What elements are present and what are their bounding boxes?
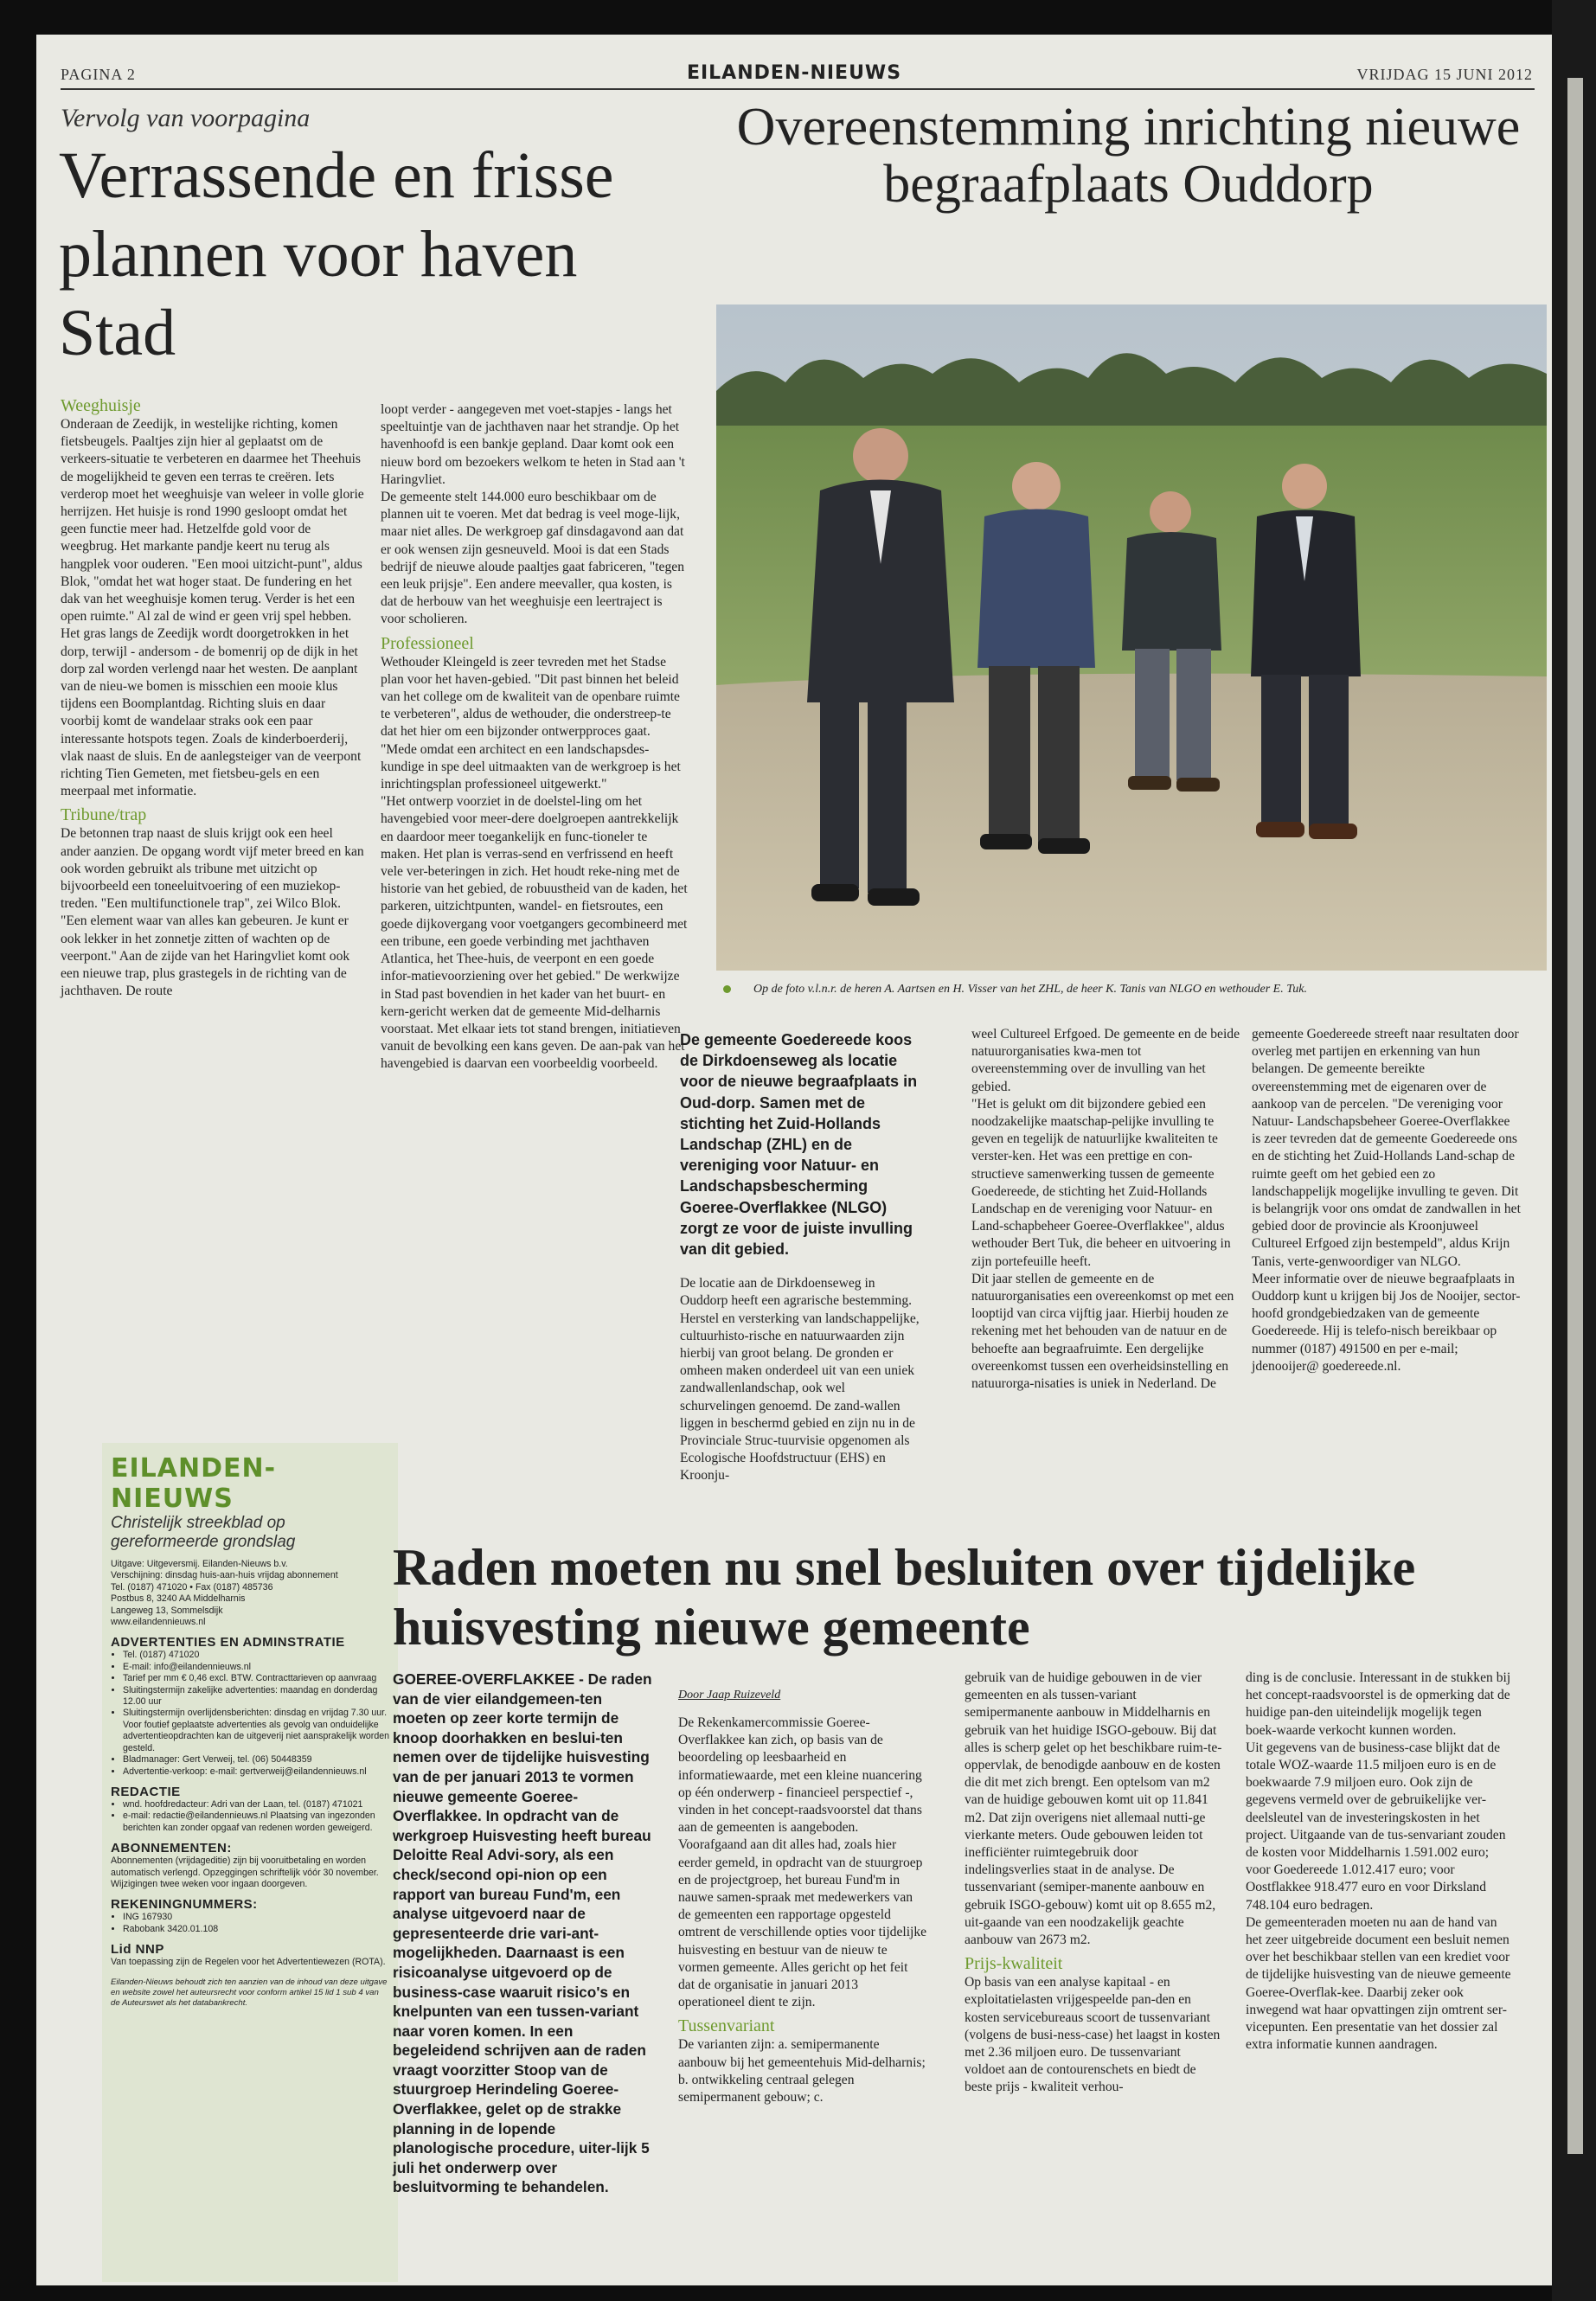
- subhead-weeghuisje: Weeghuisje: [61, 396, 141, 415]
- colophon-red-list: [111, 1799, 389, 1834]
- colophon-tagline: Christelijk streekblad op gereformeerde grondslag: [111, 1514, 296, 1551]
- bottom-col2-text: De Rekenkamercommissie Goeree-Overflakkee kan zich, op basis van de beoordeling op leesbaarheid en informatiewaarde, met een kleine nuancering op één onderwerp - financieel perspectief -, vinden in het concept-raadsvoorstel dat thans aan de gemeenten is aangeboden. Voorafgaand aan dit alles had, zoals hier eerder gemeld, in opdracht van de stuurgroep en de projectgroep, het bureau Fund'm in nauwe samen-spraak met medewerkers van de gemeenten een rapportage opgesteld omtrent de verschillende opties voor tijdelijke huisvesting en bestuur van de nieuw te vormen gemeente. Alles gericht op het feit dat de organisatie in januari 2013 operationeel dient te zijn.: [678, 1715, 927, 2010]
- right-col2-text: weel Cultureel Erfgoed. De gemeente en de beide natuurorganisaties kwa-men tot overeenstemming over de invulling van het gebied. "Het is gelukt om dit bijzondere gebied een noodzakelijke maatschap-pelijke invulling te geven en tegelijk de natuurlijke kwaliteiten te verster-ken. Het was een prettige en con-structieve samenwerking tussen de gemeente Goedereede, de stichting het Zuid-Hollands Landschap en de vereniging voor Natuur- en Land-schapbeheer Goeree-Overflakkee", aldus wethouder Bert Tuk, die beheer en uitvoering in zijn portefeuille heeft. Dit jaar stellen de gemeente en de natuurorganisaties een overeenkomst op met een looptijd van circa vijftig jaar. Hierbij houden ze rekening met het behouden van de natuur en de behoefte aan begraafruimte. Een dergelijke overeenkomst tussen een overheidsinstelling en natuurorga-nisaties is uniek in Nederland. De: [971, 1027, 1240, 1392]
- colophon-lid-text: Van toepassing zijn de Regelen voor het Advertentiewezen (ROTA).: [111, 1957, 386, 1968]
- photo-caption-row: [716, 981, 1547, 997]
- left-headline: Verrassende en frisse plannen voor haven Stad: [59, 139, 614, 369]
- header-rule: [61, 88, 1535, 90]
- list-item: • Bladmanager: Gert Verweij, tel. (06) 50448359: [123, 1754, 389, 1766]
- bottom-col-1: [393, 1670, 652, 2197]
- bottom-col3-text2: Op basis van een analyse kapitaal - en exploitatielasten vrijgespeelde pan-den en kosten servicebureaus scoort de tussenvariant (volgens de busi-ness-case) het laagst in kosten met 2.36 miljoen euro. De tussenvariant voldoet aan de contourenschets en biedt de beste prijs - kwaliteit verhou-: [965, 1975, 1221, 2095]
- right-lead: De gemeente Goedereede koos de Dirkdoenseweg als locatie voor de nieuwe begraafplaats in Oud-dorp. Samen met de stichting het Zuid-Hollands Landschap (ZHL) en de vereniging voor Natuur- en Landschapsbescherming Goeree-Overflakkee (NLGO) zorgt ze voor de juiste invulling van dit gebied.: [680, 1031, 918, 1259]
- bottom-col-3: [965, 1670, 1224, 2097]
- colophon-rek-list: [111, 1912, 389, 1935]
- photo-caption: Op de foto v.l.n.r. de heren A. Aartsen en H. Visser van het ZHL, de heer K. Tanis van NLGO en wethouder E. Tuk.: [753, 983, 1307, 996]
- right-col-1: [680, 1029, 922, 1485]
- bottom-headline: Raden moeten nu snel besluiten over tijdelijke huisvesting nieuwe gemeente: [393, 1539, 1416, 1656]
- right-headline: Overeenstemming inrichting nieuwe begraafplaats Ouddorp: [736, 98, 1521, 214]
- left-col1-text2: De betonnen trap naast de sluis krijgt ook een heel ander aanzien. De opgang wordt vijf meter breed en kan ook worden gebruikt als tribune met uitzicht op bijvoorbeeld een toneeluitvoering of een muziekop-treden. "Een multifunctionele trap", zei Wilco Blok. "Een element waar van alles kan gebeuren. Je kunt er ook lekker in het zonnetje zitten of wachten op de veerpont." Aan de zijde van het Haringvliet komt ook een nieuwe trap, plus grastegels in de richting van de jachthaven. De route: [61, 826, 364, 999]
- colophon-sec-adv: ADVERTENTIES EN ADMINSTRATIE: [111, 1635, 345, 1650]
- right-col1-text: De locatie aan de Dirkdoenseweg in Ouddorp heeft een agrarische bestemming. Herstel en versterking van landschappelijke, cultuurhisto-rische en natuurwaarden zijn hierbij van groot belang. De gronden er omheen maken onderdeel uit van een uniek zandwallenlandschap, ook wel schurvelingen genoemd. De zand-wallen liggen in beschermd gebied en zijn nu in de Provinciale Struc-tuurvisie opgenomen als Ecologische Hoofdstructuur (EHS) en Kroonju-: [680, 1276, 920, 1484]
- group-photo: [716, 304, 1547, 971]
- colophon-rek-title: REKENINGNUMMERS:: [111, 1897, 258, 1913]
- right-col-2: [971, 1026, 1240, 1393]
- bullet-icon: [723, 985, 731, 993]
- colophon-abon-text: Abonnementen (vrijdageditie) zijn bij vooruitbetaling en worden automatisch verlengd. Opzeggingen schriftelijk vóór 30 november. Wijzigingen twee weken voor ingaan doorgeven.: [111, 1856, 379, 1889]
- newspaper-page: [36, 35, 1552, 2285]
- colophon-adv-list: [111, 1650, 389, 1777]
- subhead-tussenvariant: Tussenvariant: [678, 2016, 775, 2036]
- issue-date: VRIJDAG 15 JUNI 2012: [1356, 66, 1533, 83]
- subhead-professioneel: Professioneel: [381, 633, 474, 653]
- list-item: • Sluitingstermijn zakelijke advertenties: maandag en donderdag 12.00 uur: [123, 1685, 389, 1708]
- right-col-3: [1252, 1026, 1522, 1375]
- bottom-col-4: [1246, 1670, 1514, 2054]
- left-col2-text: loopt verder - aangegeven met voet-stapjes - langs het speeltuintje van de jachthaven naar het strandje. Op het havenhoofd is een bankje gepland. Daar komt ook een nieuw bord om bezoekers welkom te heten in Stad aan 't Haringvliet. De gemeente stelt 144.000 euro beschikbaar om de plannen uit te voeren. Met dat bedrag is veel moge-lijk, maar niet alles. De werkgroep gaf dinsdagavond aan dat er ook wensen zijn gesneuveld. Mooi is dat een Stads bedrijf de nieuwe aloude paaltjes gaat fabriceren, "tegen een leuk prijsje". Een andere meevaller, qua kosten, is dat de herbouw van het weeghuisje een leertraject is voor scholieren.: [381, 402, 685, 627]
- colophon-brand: EILANDEN-NIEUWS: [111, 1453, 277, 1514]
- bottom-col-2: [678, 1670, 927, 2106]
- colophon-box: [102, 1443, 398, 2282]
- colophon-abon-title: ABONNEMENTEN:: [111, 1841, 232, 1856]
- list-item: • Advertentie-verkoop: e-mail: gertverweij@eilandennieuws.nl: [123, 1766, 389, 1778]
- bottom-col3-text: gebruik van de huidige gebouwen in de vier gemeenten en als tussen-variant semipermanente aanbouw in Middelharnis en gebruik van het huidige ISGO-gebouw. Bij dat alles is scherp gelet op het beschikbare ruim-te-oppervlak, de benodigde aanbouw en de kosten die dit met zich brengt. Een optelsom van m2 van de huidige gebouwen komt uit op 11.841 m2. Dat zijn overigens niet allemaal nutti-ge vierkante meters. Oude gebouwen leiden tot inefficiënter ruimtegebruik door indelingsverlies staat in de analyse. De tussenvariant (semiper-manente aanbouw en gebruik ISGO-gebouw) komt uit op 8.655 m2, uit-gaande van een noodzakelijk geachte aanbouw van 2673 m2.: [965, 1670, 1222, 1948]
- list-item: • e-mail: redactie@eilandennieuws.nl Plaatsing van ingezonden berichten kan zonder opgaaf van redenen worden geweigerd.: [123, 1811, 389, 1834]
- colophon-sec-redactie: REDACTIE: [111, 1784, 181, 1799]
- colophon-footer: Eilanden-Nieuws behoudt zich ten aanzien van de inhoud van deze uitgave en website zowel het auteursrecht voor conform artikel 15 lid 1 sub 4 van de Auteurswet als het databankrecht.: [111, 1977, 388, 2008]
- subhead-prijs-kwaliteit: Prijs-kwaliteit: [965, 1954, 1063, 1974]
- subhead-tribune: Tribune/trap: [61, 805, 147, 825]
- colophon-info: Uitgave: Uitgeversmij. Eilanden-Nieuws b.v. Verschijning: dinsdag huis-aan-huis vrijdag abonnement Tel. (0187) 471020 • Fax (0187) 485736 Postbus 8, 3240 AA Middelharnis Langeweg 13, Sommelsdijk www.eilandennieuws.nl: [111, 1559, 338, 1628]
- right-col3-text: gemeente Goedereede streeft naar resultaten door overleg met partijen en erkenning van hun belangen. De gemeente bereikte overeenstemming met de eigenaren over de aankoop van de percelen. "De vereniging voor Natuur- Landschapsbeheer Goeree-Overflakkee is zeer tevreden dat de gemeente Goedereede ons en de stichting het Zuid-Hollands Land-schap de ruimte geeft om het gebied een zo landschappelijk mogelijke invulling te geven. Dit is belangrijk voor ons omdat de zandwallen in het gebied door de provincie als Kroonjuweel Cultureel Erfgoed zijn bestempeld", aldus Krijn Tanis, verte-genwoordiger van NLGO. Meer informatie over de nieuwe begraafplaats in Ouddorp kunt u krijgen bij Jos de Nooijer, sector-hoofd grondgebiedzaken van de gemeente Goedereede. Hij is telefo-nisch bereikbaar op nummer (0187) 491500 en per e-mail; jdenooijer@ goedereede.nl.: [1252, 1027, 1521, 1374]
- left-col2-text2: Wethouder Kleingeld is zeer tevreden met het Stadse plan voor het haven-gebied. "Dit past binnen het beleid van het college om de kwaliteit van de openbare ruimte te verbeteren", aldus de wethouder, die onderstreep-te dat het hier om een bijzonder ontwerpproces gaat. "Mede omdat een architect en een landschapsdes-kundige in spe deel uitmaakten van de werkgroep is het inrichtingsplan professioneel uitgewerkt." "Het ontwerp voorziet in de doelstel-ling om het havengebied voor meer-dere doelgroepen aantrekkelijk en daardoor meer toegankelijk en func-tioneler te maken. Het plan is verras-send en verfrissend en heeft vele ver-beteringen in zich. Het houdt reke-ning met de historie van het gebied, de robuustheid van de kaden, het parkeren, uitzichtpunten, wandel- en fietsroutes, een goede dijkovergang voor voetgangers gecombineerd met een tribune, een goede verbinding met jachthaven Atlantica, het Thee-huis, de veerpont en een goede infor-matievoorziening over het gebied." De werkwijze in Stad past bovendien in het kader van het buurt- en kern-gericht werken dat de gemeente Mid-delharnis voorstaat. Met elkaar iets tot stand brengen, initiatieven vanuit de bevolking een kans geven. De aan-pak van het havengebied is daarvan een voorbeeldig voorbeeld.: [381, 654, 688, 1072]
- list-item: • ING 167930: [123, 1912, 389, 1923]
- bottom-col2-text2: De varianten zijn: a. semipermanente aanbouw bij het gemeentehuis Mid-delharnis; b. ontwikkeling centraal gelegen semipermanent gebouw; c.: [678, 2037, 926, 2106]
- list-item: • Tel. (0187) 471020: [123, 1650, 389, 1661]
- left-col-1: [61, 396, 365, 1001]
- kicker: Vervolg van voorpagina: [61, 104, 311, 132]
- list-item: • wnd. hoofdredacteur: Adri van der Laan, tel. (0187) 471021: [123, 1799, 389, 1811]
- list-item: • E-mail: info@eilandennieuws.nl: [123, 1662, 389, 1673]
- colophon-lid-title: Lid NNP: [111, 1942, 164, 1958]
- masthead: EILANDEN-NIEUWS: [686, 62, 902, 84]
- byline: Door Jaap Ruizeveld: [678, 1689, 781, 1702]
- left-col1-text: Onderaan de Zeedijk, in westelijke richting, komen fietsbeugels. Paaltjes zijn hier al geplaatst om de verkeers-situatie te verbeteren en daarmee het Theehuis de mogelijkheid te geven een terras te creëren. Iets verderop moet het weeghuisje van weleer in volle glorie herrijzen. Het huisje is rond 1990 gesloopt omdat het geen functie meer had. Hetzelfde gold voor de weegbrug. Het markante pandje keert nu terug als hangplek voor ouderen. "Een mooi uitzicht-punt", aldus Blok, "omdat het wat hoger staat. De fundering en het dak van het weeghuisje komen terug. Verder is het een open ruimte." Al zal de wind er geen vrij spel hebben. Het gras langs de Zeedijk wordt doorgetrokken in het dorp, terwijl - andersom - de bomenrij op de dijk in het dorp zal worden verlengd naar het westen. De aanplant van de nieu-we bomen is misschien een mooie klus tijdens een Boomplantdag. Richting sluis en daar voorbij komt de wandelaar straks ook een paar interessante hotspots tegen. Zoals de kinderboerderij, vlak naast de sluis. En de aanlegsteiger van de veerpont richting Tien Gemeten, met fietsbeu-gels en een meerpaal met informatie.: [61, 417, 364, 799]
- page-number: PAGINA 2: [61, 66, 136, 83]
- bottom-col4-text: ding is de conclusie. Interessant in de stukken bij het concept-raadsvoorstel is de opmerking dat de huidige pan-den uiteindelijk mogelijk tegen boek-waarde verkocht kunnen worden. Uit gegevens van de business-case blijkt dat de totale WOZ-waarde 11.5 miljoen euro is en de boekwaarde 7.9 miljoen euro. Ook zijn de gegevens vermeld over de gebruikelijke ver-deelsleutel van de investeringskosten in het project. Uitgaande van de tus-senvariant zouden de kosten voor Middelharnis 1.591.002 euro; voor Goedereede 1.012.417 euro; voor Oostflakkee 918.477 euro en voor Dirksland 748.104 euro bedragen. De gemeenteraden moeten nu aan de hand van het zeer uitgebreide document een besluit nemen over het beschikbaar stellen van een krediet voor de tijdelijke huisvesting van de nieuwe gemeente Goeree-Overflak-kee. Daarbij zeker ook inwegend wat haar opvattingen zijn omtrent ser-vicepunten. Een presentatie van het dossier zal extra informatie kunnen aandragen.: [1246, 1670, 1511, 2053]
- list-item: • Rabobank 3420.01.108: [123, 1924, 389, 1935]
- next-page-edge: [1567, 78, 1583, 2154]
- bottom-lead: GOEREE-OVERFLAKKEE - De raden van de vier eilandgemeen-ten moeten op zeer korte termijn de knoop doorhakken en beslui-ten nemen over de tijdelijke huisvesting van de per januari 2013 te vormen nieuwe gemeente Goeree-Overflakkee. In opdracht van de werkgroep Huisvesting heeft bureau Deloitte Real Advi-sory, als een check/second opi-nion op een rapport van bureau Fund'm, een analyse uitgevoerd naar de gepresenteerde drie vari-ant-mogelijkheden. Daarnaast is een risicoanalyse uitgevoerd op de business-case waaruit risico's en knelpunten van een tussen-variant naar voren komen. In een begeleidend schrijven aan de raden vraagt voorzitter Stoop van de stuurgroep Herindeling Goeree-Overflakkee, gelet op de strakke planning in de lopende planologische procedure, uiter-lijk 5 juli het onderwerp over besluitvorming te behandelen.: [393, 1670, 652, 2196]
- photo-illustration: [716, 304, 1547, 971]
- list-item: • Sluitingstermijn overlijdensberichten: dinsdag en vrijdag 7.30 uur. Voor foutief geplaatste advertenties als gevolg van onduidelijke advertentieopdrachten kan de uitgeverij niet aansprakelijk worden gesteld.: [123, 1708, 389, 1754]
- list-item: • Tarief per mm € 0,46 excl. BTW. Contracttarieven op aanvraag: [123, 1673, 389, 1684]
- left-col-2: [381, 401, 688, 1074]
